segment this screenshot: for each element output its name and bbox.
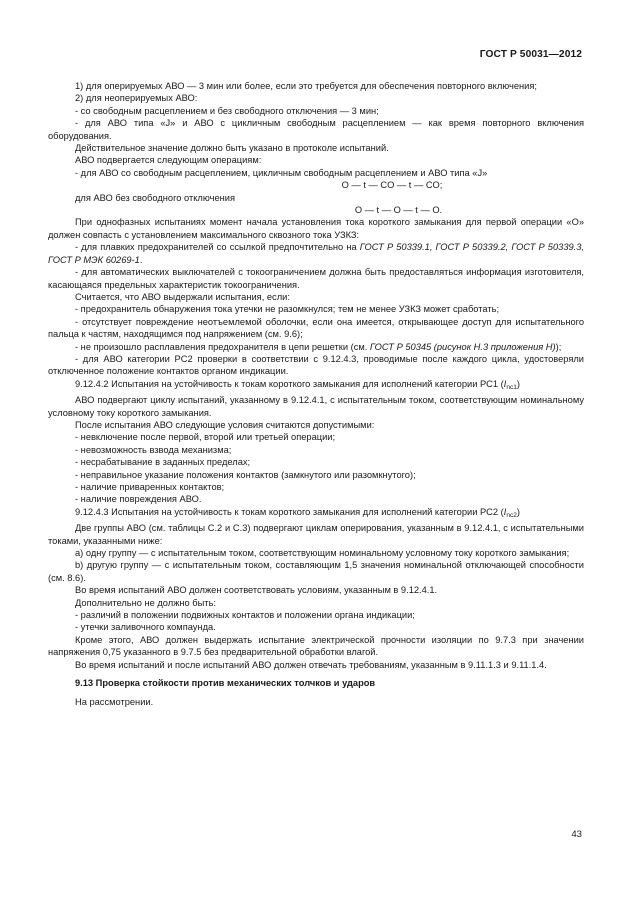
- list-item: - наличие приваренных контактов;: [75, 482, 225, 492]
- clause-end: ): [516, 378, 520, 389]
- grid-end: );: [555, 341, 562, 352]
- list-item: - предохранитель обнаружения тока утечки не разомкнулся; тем не менее УЗКЗ может сработать;: [75, 304, 500, 315]
- list-item-fuses: [48, 241, 584, 266]
- paragraph: Считается, что АВО выдержали испытания, если:: [75, 291, 290, 302]
- list-item: - для АВО со свободным расцеплением, цикличным свободным расцеплением и АВО типа «J»: [75, 167, 488, 178]
- clause-9-12-4-2: [48, 378, 584, 394]
- list-item: - несрабатывание в заданных пределах;: [75, 457, 251, 468]
- section-text: На рассмотрении.: [75, 696, 154, 707]
- list-item: - отсутствует повреждение неотъемлемой оболочки, если она имеется, открывающее доступ для испытательного пальца к частям, находящимся под напряжением (см. 9.6);: [48, 316, 584, 340]
- list-item: - для АВО категории PC2 проверки в соответствии с 9.12.4.3, проводимые после каждого цикла, удостоверяли отключенное положение контактов органом индикации.: [48, 353, 584, 377]
- list-item: - различий в положении подвижных контактов и положении органа индикации;: [75, 610, 415, 621]
- list-item: - неправильное указание положения контактов (замкнутого или разомкнутого);: [75, 469, 416, 480]
- clause-end: ): [516, 506, 520, 517]
- paragraph: АВО подвергается следующим операциям:: [75, 155, 262, 166]
- current-subscript: nc2: [506, 511, 517, 519]
- paragraph: После испытания АВО следующие условия считаются допустимыми:: [75, 419, 375, 430]
- list-item-grid-fuse: [48, 341, 584, 353]
- paragraph: 1) для оперируемых АВО — 3 мин или более, если это требуется для обеспечения повторного включения;: [75, 81, 537, 91]
- list-item: - наличие повреждения АВО.: [75, 494, 202, 505]
- list-item: - утечки заливочного компаунда.: [75, 622, 216, 633]
- paragraph: Дополнительно не должно быть:: [75, 597, 216, 608]
- list-item: - невозможность взвода механизма;: [75, 444, 232, 455]
- paragraph: Две группы АВО (см. таблицы С.2 и С.3) подвергают циклам оперирования, указанным в 9.12.4.1, с испытательными токами, указанными ниже:: [48, 523, 584, 546]
- paragraph: Кроме этого, АВО должен выдержать испытание электрической прочности изоляции по 9.7.3 при значении напряжения 0,75 указанного в 9.7.5 без предварительной обработки влагой.: [48, 634, 584, 658]
- fuse-text: - для плавких предохранителей со ссылкой предпочтительно на: [75, 242, 360, 253]
- current-symbol: I: [503, 378, 507, 389]
- list-item: b) другую группу — с испытательным током, составляющим 1,5 значения номинальной отключающей способности (см. 8.6).: [48, 560, 584, 583]
- paragraph: АВО подвергают циклу испытаний, указанному в 9.12.4.1, с испытательным током, соответствующим номинальному условному току короткого замыкания.: [48, 395, 584, 418]
- current-subscript: nc1: [506, 383, 517, 391]
- page-number: 43: [571, 829, 582, 840]
- list-item: - для АВО типа «J» и АВО с цикличным свободным расцеплением — как время повторного включения оборудования.: [48, 118, 584, 141]
- paragraph: При однофазных испытаниях момент начала установления тока короткого замыкания для первой операции «O» должен совпасть с установлением максимального сквозного тока УЗКЗ:: [48, 217, 584, 240]
- operation-sequence: O — t — O — t — O.: [354, 205, 443, 216]
- clause-9-12-4-3: [48, 506, 584, 522]
- fuse-standards-ref: ГОСТ Р 50339.1, ГОСТ Р 50339.2, ГОСТ Р 50339.3, ГОСТ Р МЭК 60269-1: [48, 242, 584, 265]
- grid-text: - не произошло расплавления предохранителя в цепи решетки (см.: [75, 341, 370, 352]
- current-symbol: I: [503, 506, 507, 517]
- paragraph: для АВО без свободного отключения: [75, 192, 235, 203]
- paragraph: 2) для неоперируемых АВО:: [75, 93, 198, 104]
- list-item: а) одну группу — с испытательным током, соответствующим номинальному условному току короткого замыкания;: [75, 548, 570, 559]
- section-heading: 9.13 Проверка стойкости против механических толчков и ударов: [75, 678, 376, 689]
- grid-standard-ref: ГОСТ Р 50345 (рисунок Н.3 приложения Н): [369, 341, 556, 352]
- list-item: - для автоматических выключателей с токоограничением должна быть предоставляться информация изготовителя, касающаяся предельных характеристик токоограничения.: [48, 267, 584, 290]
- clause-text: 9.12.4.3 Испытания на устойчивость к токам короткого замыкания для исполнений категории PC2 (: [75, 506, 504, 517]
- fuse-end: .: [139, 254, 143, 265]
- clause-text: 9.12.4.2 Испытания на устойчивость к токам короткого замыкания для исполнений категории PC1 (: [75, 378, 504, 389]
- paragraph: Во время испытаний АВО должен соответствовать условиям, указанным в 9.12.4.1.: [75, 585, 438, 596]
- paragraph: Действительное значение должно быть указано в протоколе испытаний.: [75, 143, 389, 154]
- paragraph: Во время испытаний и после испытаний АВО должен отвечать требованиям, указанным в 9.11.1.3 и 9.11.1.4.: [75, 659, 547, 670]
- list-item: - со свободным расцеплением и без свободного отключения — 3 мин;: [75, 105, 379, 116]
- document-body: [48, 80, 584, 708]
- operation-sequence: O — t — CO — t — CO;: [341, 180, 443, 191]
- standard-header: ГОСТ Р 50031—2012: [479, 49, 582, 60]
- list-item: - невключение после первой, второй или третьей операции;: [75, 432, 336, 443]
